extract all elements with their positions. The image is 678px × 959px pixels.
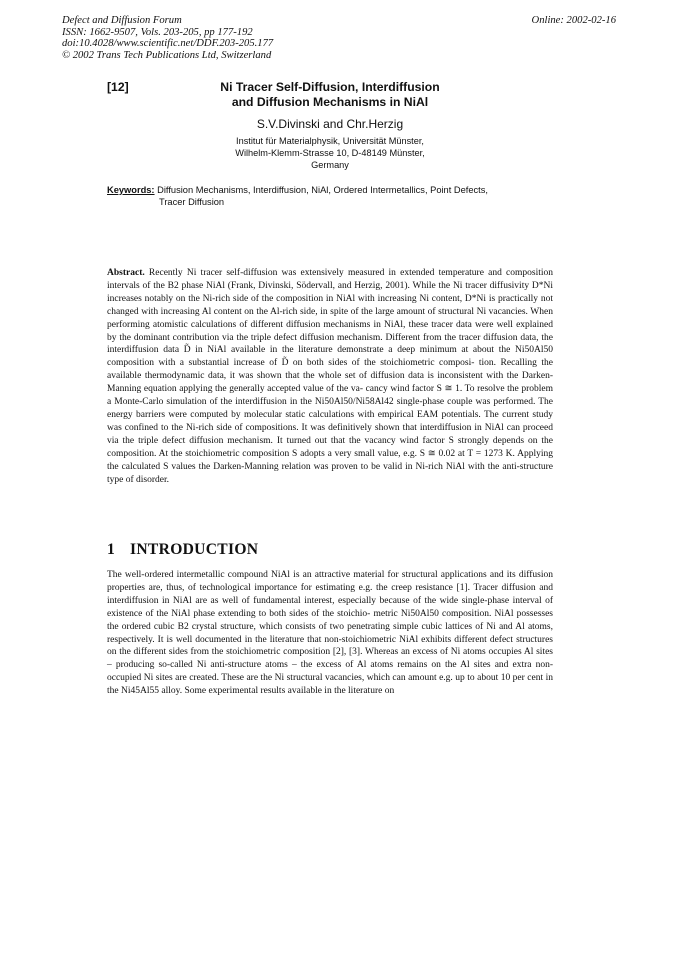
abstract-line: molecular static calculations with empirical EAM potentials. The current study was confined to the bbox=[107, 409, 554, 433]
abstract-label: Abstract. bbox=[107, 268, 145, 278]
keywords-label: Keywords: bbox=[107, 185, 155, 195]
affiliation-line-2: Wilhelm-Klemm-Strasse 10, D-48149 Münster, bbox=[235, 147, 425, 158]
abstract-line: Ni50Al50 composition with a substantial increase of D̃ on both sides of the stoichiometric composi- bbox=[107, 345, 553, 369]
affiliation bbox=[150, 136, 510, 171]
section-heading bbox=[107, 541, 258, 559]
abstract-line: in Ni-rich NiAl with the anti-structure type of disorder. bbox=[107, 461, 554, 485]
keywords bbox=[107, 184, 567, 208]
intro-line: of the wide single-phase interval of existence of the NiAl phase extending to both sides of the stoichio- bbox=[107, 595, 554, 619]
issn-line: ISSN: 1662-9507, Vols. 203-205, pp 177-192 bbox=[62, 26, 253, 38]
intro-line: producing so-called Ni anti-structure atoms – the excess of Al atoms remains on the Al sites and extra bbox=[115, 660, 532, 671]
keywords-line-1: Diffusion Mechanisms, Interdiffusion, NiAl, Ordered Intermetallics, Point Defects, bbox=[157, 185, 488, 195]
abstract-line: on the composition. At the stoichiometric composition S adopts a very small value, e.g. S ≅ 0.02 at bbox=[107, 435, 554, 459]
abstract-line: increasing Ni content, D*Ni is practically not changed with increasing Al content on the Al-rich side, bbox=[107, 293, 553, 317]
abstract-line: of different diffusion mechanisms in NiAl, these tracer data were well explained by the dominant bbox=[107, 319, 554, 343]
intro-line: from the stoichiometric composition [2], [3]. Whereas an excess of Ni atoms occupies Al sites – bbox=[107, 647, 553, 671]
journal-header bbox=[62, 15, 273, 61]
abstract bbox=[107, 267, 553, 486]
authors: S.V.Divinski and Chr.Herzig bbox=[256, 117, 404, 131]
abstract-line: Recently Ni tracer self-diffusion was extensively measured in extended temperature and bbox=[148, 268, 502, 278]
intro-line: to about 10 per cent in the Ni45Al55 alloy. Some experimental results available in the literature on bbox=[107, 673, 553, 697]
reference-number: [12] bbox=[107, 80, 129, 94]
abstract-line: Ni-rich side of compositions. It was definitively shown that interdiffusion in NiAl can proceed via bbox=[107, 422, 553, 446]
abstract-line: contribution via the triple defect diffusion mechanism. Different from the tracer diffusion data, the bbox=[172, 332, 554, 343]
intro-line: metric Ni50Al50 composition. NiAl possesses the ordered cubic B2 crystal structure, which consists bbox=[107, 608, 554, 632]
abstract-line: in spite of the large amount of structural Ni vacancies. When performing atomistic calculations bbox=[107, 306, 553, 330]
affiliation-line-1: Institut für Materialphysik, Universität Münster, bbox=[236, 136, 424, 146]
abstract-line: the triple defect diffusion mechanism. It turned out that the vacancy wind factor S strongly depends bbox=[122, 435, 525, 446]
intro-line: [1]. Tracer diffusion and interdiffusion in NiAl are as well of fundamental interest, especially because bbox=[107, 582, 554, 606]
abstract-line: T = 1273 K. Applying the calculated S values the Darken-Manning relation was proven to be valid bbox=[107, 448, 553, 472]
paper-title bbox=[170, 80, 490, 109]
intro-line: non-occupied Ni sites are created. These are the Ni structural vacancies, which can amount e.g. up bbox=[107, 660, 554, 684]
intro-line: its diffusion properties are, thus, of technological importance for estimating e.g. the creep resistance bbox=[107, 570, 554, 593]
online-date: Online: 2002-02-16 bbox=[531, 15, 616, 26]
journal-name: Defect and Diffusion Forum bbox=[62, 15, 182, 26]
abstract-line: the Ni tracer diffusivity D*Ni increases notably on the Ni-rich side of the composition in NiAl with bbox=[107, 280, 553, 304]
affiliation-line-3: Germany bbox=[311, 159, 349, 170]
section-title: INTRODUCTION bbox=[130, 541, 259, 558]
intro-line: the literature that non-stoichiometric NiAl exhibits different defect structures on the different sides bbox=[107, 634, 553, 658]
title-line-1: Ni Tracer Self-Diffusion, Interdiffusion bbox=[220, 80, 440, 94]
abstract-line: cancy wind factor S ≅ 1. To resolve the problem a Monte-Carlo simulation of the interdiffusion in bbox=[107, 384, 553, 408]
abstract-line: tion. Recalling the available thermodynamic data, it was shown that the whole set of diffusion data bbox=[107, 358, 554, 382]
abstract-line: is inconsistent with the Darken-Manning equation applying the generally accepted value of the va- bbox=[107, 371, 554, 395]
copyright-line: © 2002 Trans Tech Publications Ltd, Switzerland bbox=[62, 49, 272, 61]
intro-line: of two penetrating simple cubic lattices of Ni and Al atoms, respectively. It is well documented in bbox=[107, 621, 554, 645]
introduction-body bbox=[107, 569, 553, 698]
intro-line: The well-ordered intermetallic compound NiAl is an attractive material for structural applications and bbox=[107, 570, 504, 580]
title-line-2: and Diffusion Mechanisms in NiAl bbox=[231, 94, 429, 109]
abstract-line: composition intervals of the B2 phase NiAl (Frank, Divinski, Södervall, and Herzig, 2001). While bbox=[107, 268, 554, 291]
abstract-line: interdiffusion data D̃ in NiAl available in the literature demonstrate a deep minimum at about the bbox=[107, 345, 511, 356]
keywords-line-2: Tracer Diffusion bbox=[159, 197, 225, 207]
abstract-line: the Ni50Al50/Ni58Al42 single-phase couple was performed. The energy barriers were computed by bbox=[107, 397, 553, 420]
section-number: 1 bbox=[107, 541, 116, 558]
doi-line: doi:10.4028/www.scientific.net/DDF.203-205.177 bbox=[62, 38, 274, 50]
